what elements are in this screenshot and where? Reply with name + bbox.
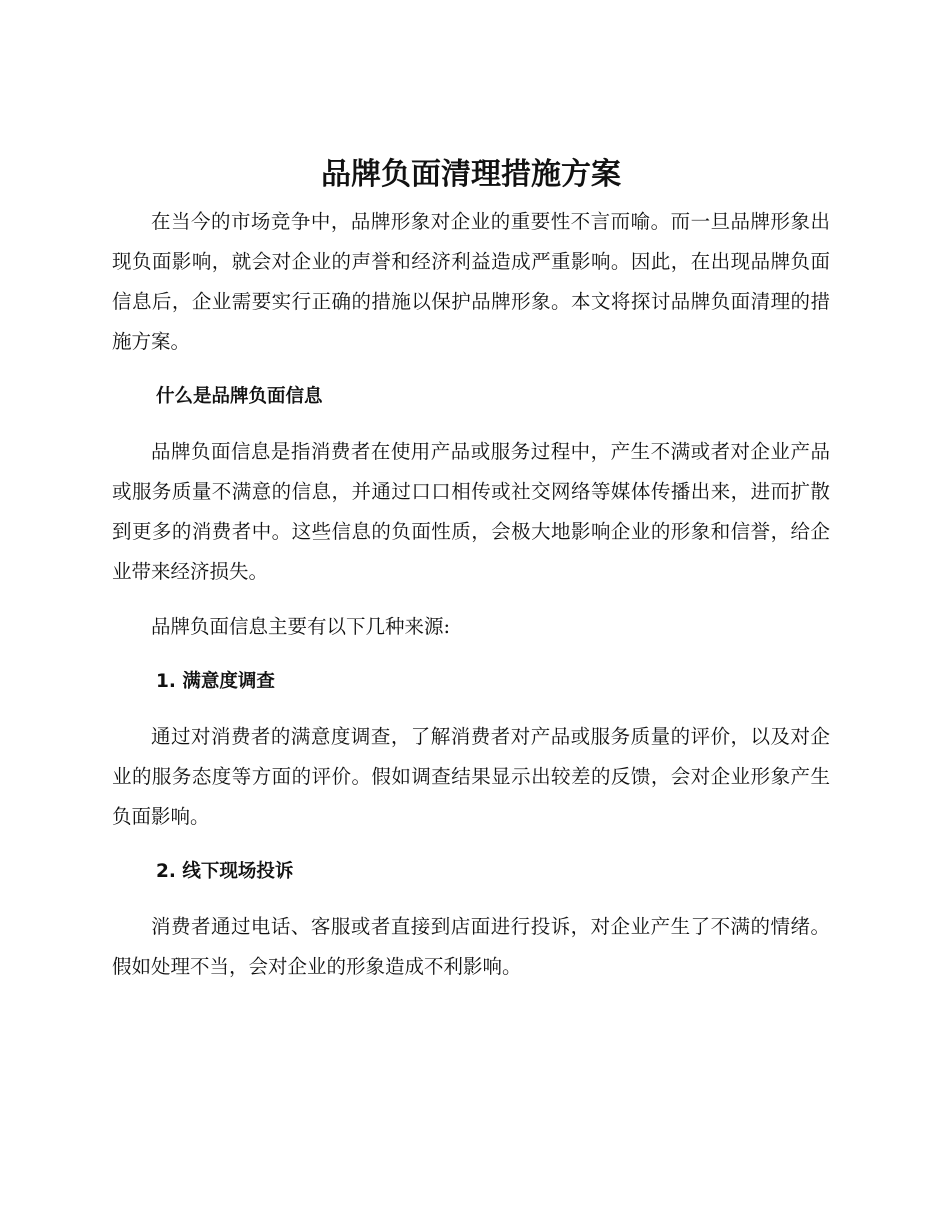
- satisfaction-survey-paragraph: 通过对消费者的满意度调查，了解消费者对产品或服务质量的评价，以及对企业的服务态度等方面的评价。假如调查结果显示出较差的反馈，会对企业形象产生负面影响。: [112, 725, 830, 828]
- spacer: [112, 892, 830, 907]
- item-heading-satisfaction-survey: 1. 满意度调查: [156, 671, 275, 692]
- spacer: [112, 837, 830, 852]
- definition-paragraph: 品牌负面信息是指消费者在使用产品或服务过程中，产生不满或者对企业产品或服务质量不满意的信息，并通过口口相传或社交网络等媒体传播出来，进而扩散到更多的消费者中。这些信息的负面性质，会极大地影响企业的形象和信誉，给企业带来经济损失。: [112, 440, 830, 583]
- document-page: [112, 148, 830, 987]
- sources-intro-paragraph: 品牌负面信息主要有以下几种来源:: [151, 615, 451, 638]
- document-title: 品牌负面清理措施方案: [321, 157, 621, 192]
- section-heading-negative-info: 什么是品牌负面信息: [156, 386, 323, 407]
- spacer: [112, 647, 830, 662]
- intro-paragraph: 在当今的市场竞争中，品牌形象对企业的重要性不言而喻。而一旦品牌形象出现负面影响，就会对企业的声誉和经济利益造成严重影响。因此，在出现品牌负面信息后，企业需要实行正确的措施以保护品牌形象。本文将探讨品牌负面清理的措施方案。: [112, 210, 830, 353]
- item-heading-offline-complaint: 2. 线下现场投诉: [156, 861, 294, 882]
- spacer: [112, 592, 830, 607]
- spacer: [112, 702, 830, 717]
- offline-complaint-paragraph: 消费者通过电话、客服或者直接到店面进行投诉，对企业产生了不满的情绪。假如处理不当，会对企业的形象造成不利影响。: [112, 915, 830, 978]
- spacer: [112, 362, 830, 377]
- spacer: [112, 417, 830, 432]
